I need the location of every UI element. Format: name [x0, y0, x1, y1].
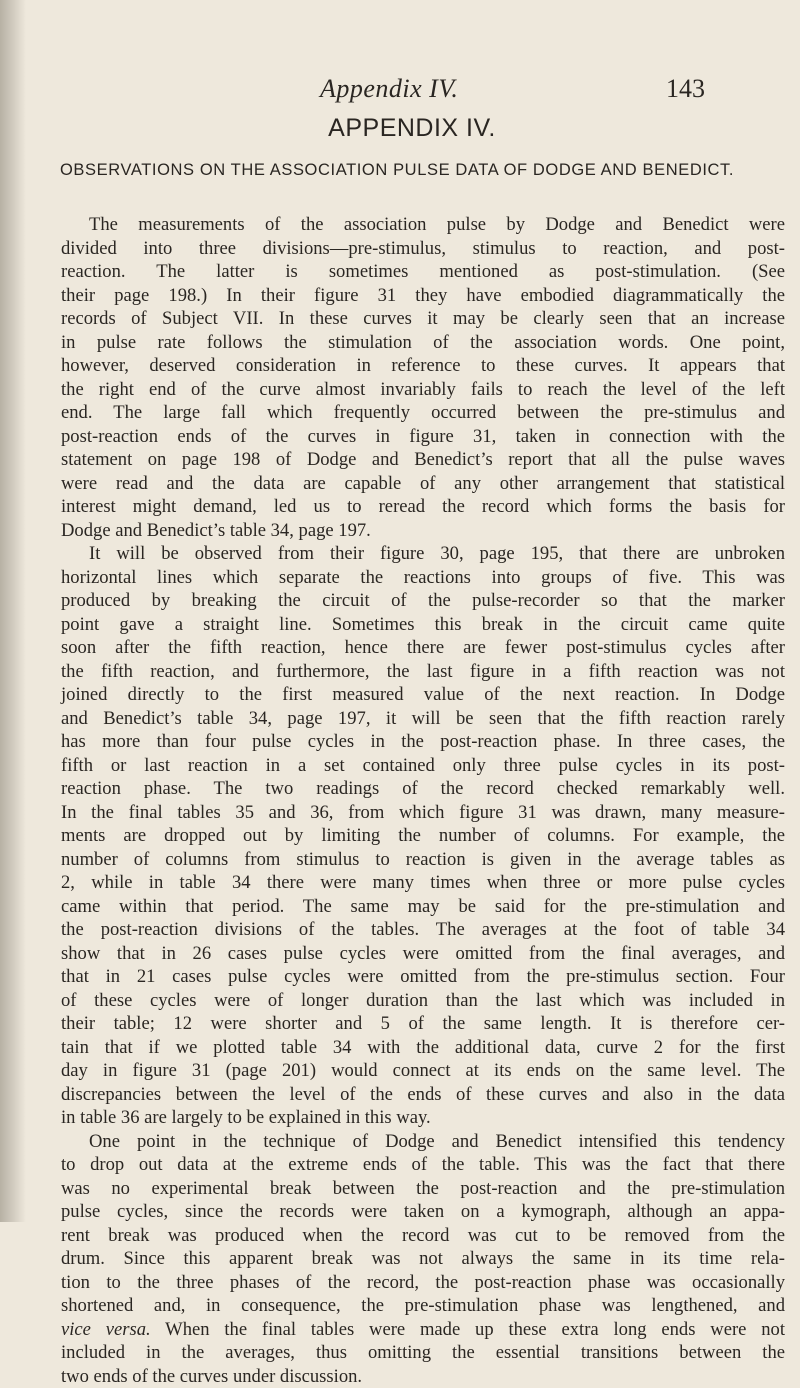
text-line: number of columns from stimulus to reaction is given in the average tables as: [61, 848, 785, 872]
section-heading: OBSERVATIONS ON THE ASSOCIATION PULSE DATA OF DODGE AND BENEDICT.: [60, 161, 790, 180]
text-line: produced by breaking the circuit of the pulse-recorder so that the marker: [61, 589, 785, 613]
text-line: drum. Since this apparent break was not always the same in its time rela-: [61, 1247, 785, 1271]
text-line: tion to the three phases of the record, the post-reaction phase was occasionally: [61, 1271, 785, 1295]
text-line: came within that period. The same may be said for the pre-stimulation and: [61, 895, 785, 919]
text-line: reaction. The latter is sometimes mentioned as post-stimulation. (See: [61, 260, 785, 284]
text-line: end. The large fall which frequently occurred between the pre-stimulus and: [61, 401, 785, 425]
page-number: 143: [666, 74, 705, 104]
text-line: tain that if we plotted table 34 with the additional data, curve 2 for the first: [61, 1036, 785, 1060]
text-line: however, deserved consideration in reference to these curves. It appears that: [61, 354, 785, 378]
text-line: soon after the fifth reaction, hence there are fewer post-stimulus cycles after: [61, 636, 785, 660]
appendix-title: APPENDIX IV.: [0, 114, 800, 143]
text-line: One point in the technique of Dodge and Benedict intensified this tendency: [61, 1130, 785, 1154]
text-line: of these cycles were of longer duration than the last which was included in: [61, 989, 785, 1013]
text-line: to drop out data at the extreme ends of the table. This was the fact that there: [61, 1153, 785, 1177]
text-line: was no experimental break between the post-reaction and the pre-stimulation: [61, 1177, 785, 1201]
text-line: the post-reaction divisions of the tables. The averages at the foot of table 34: [61, 918, 785, 942]
text-line: horizontal lines which separate the reactions into groups of five. This was: [61, 566, 785, 590]
text-line: reaction phase. The two readings of the record checked remarkably well.: [61, 777, 785, 801]
text-line: records of Subject VII. In these curves it may be clearly seen that an increase: [61, 307, 785, 331]
text-line: statement on page 198 of Dodge and Benedict’s report that all the pulse waves: [61, 448, 785, 472]
text-line: rent break was produced when the record was cut to be removed from the: [61, 1224, 785, 1248]
text-line: discrepancies between the level of the ends of these curves and also in the data: [61, 1083, 785, 1107]
text-line: in table 36 are largely to be explained in this way.: [61, 1106, 785, 1130]
text-line: in pulse rate follows the stimulation of the association words. One point,: [61, 331, 785, 355]
text-line: point gave a straight line. Sometimes this break in the circuit came quite: [61, 613, 785, 637]
text-line: divided into three divisions—pre-stimulus, stimulus to reaction, and post-: [61, 237, 785, 261]
text-line: were read and the data are capable of any other arrangement that statistical: [61, 472, 785, 496]
text-line: Dodge and Benedict’s table 34, page 197.: [61, 519, 785, 543]
text-line: The measurements of the association pulse by Dodge and Benedict were: [61, 213, 785, 237]
text-line: vice versa. When the final tables were made up these extra long ends were not: [61, 1318, 785, 1342]
text-line: interest might demand, led us to reread the record which forms the basis for: [61, 495, 785, 519]
text-line: shortened and, in consequence, the pre-stimulation phase was lengthened, and: [61, 1294, 785, 1318]
text-line: fifth or last reaction in a set contained only three pulse cycles in its post-: [61, 754, 785, 778]
text-line: the fifth reaction, and furthermore, the last figure in a fifth reaction was not: [61, 660, 785, 684]
text-line: show that in 26 cases pulse cycles were omitted from the final averages, and: [61, 942, 785, 966]
text-line: two ends of the curves under discussion.: [61, 1365, 785, 1388]
text-line: that in 21 cases pulse cycles were omitted from the pre-stimulus section. Four: [61, 965, 785, 989]
text-line: post-reaction ends of the curves in figure 31, taken in connection with the: [61, 425, 785, 449]
running-head: Appendix IV.: [320, 74, 458, 104]
text-line: ments are dropped out by limiting the number of columns. For example, the: [61, 824, 785, 848]
text-line: their table; 12 were shorter and 5 of the same length. It is therefore cer-: [61, 1012, 785, 1036]
text-line: their page 198.) In their figure 31 they have embodied diagrammatically the: [61, 284, 785, 308]
text-line: joined directly to the first measured value of the next reaction. In Dodge: [61, 683, 785, 707]
text-line: and Benedict’s table 34, page 197, it will be seen that the fifth reaction rarely: [61, 707, 785, 731]
text-line: day in figure 31 (page 201) would connect at its ends on the same level. The: [61, 1059, 785, 1083]
text-line: pulse cycles, since the records were taken on a kymograph, although an appa-: [61, 1200, 785, 1224]
text-line: included in the averages, thus omitting the essential transitions between the: [61, 1341, 785, 1365]
body-text: [61, 213, 785, 1388]
text-line: In the final tables 35 and 36, from which figure 31 was drawn, many measure-: [61, 801, 785, 825]
text-line: the right end of the curve almost invariably fails to reach the level of the left: [61, 378, 785, 402]
text-line: It will be observed from their figure 30, page 195, that there are unbroken: [61, 542, 785, 566]
text-line: has more than four pulse cycles in the post-reaction phase. In three cases, the: [61, 730, 785, 754]
text-line: 2, while in table 34 there were many times when three or more pulse cycles: [61, 871, 785, 895]
